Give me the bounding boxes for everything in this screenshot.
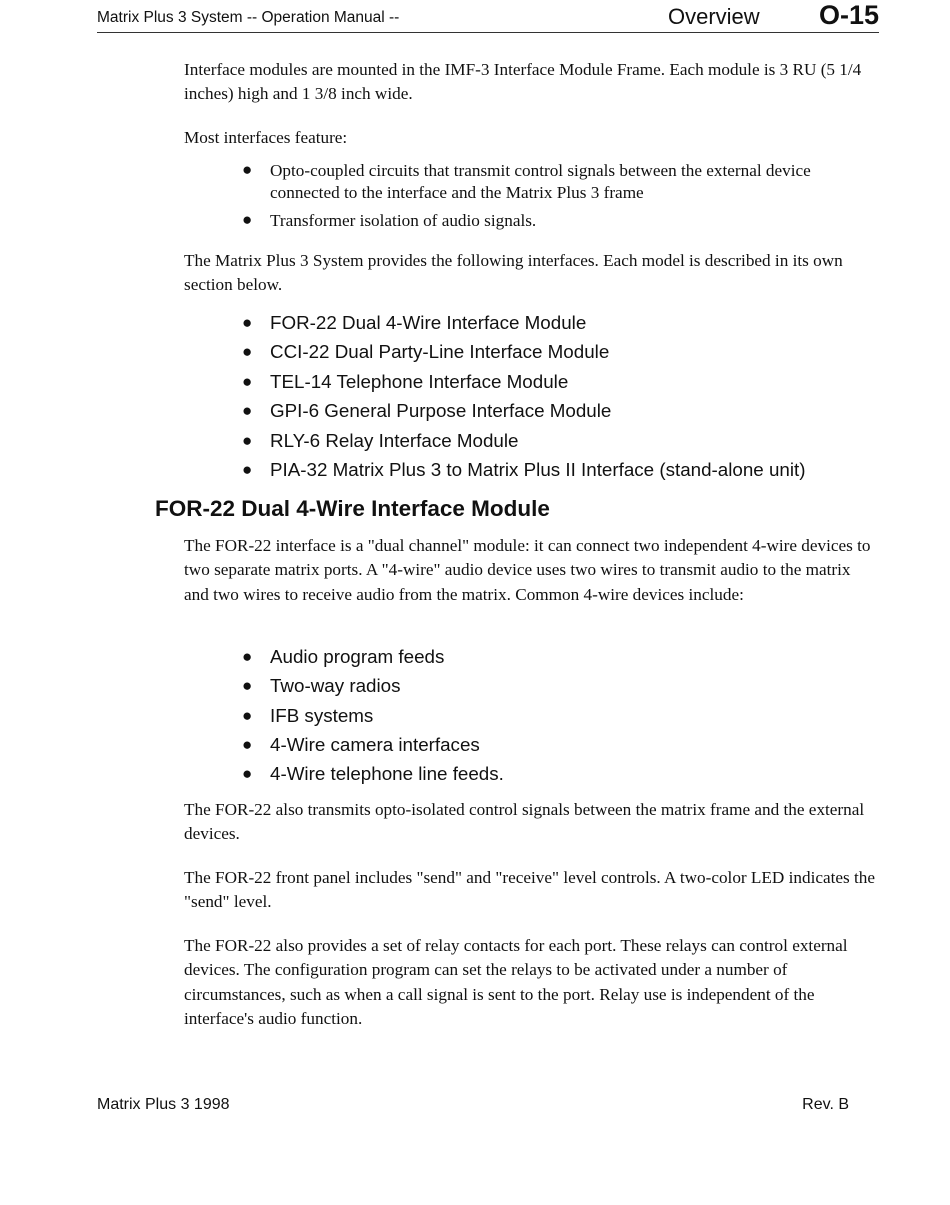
bullet-icon: ● bbox=[242, 372, 253, 391]
header-section-title: Overview bbox=[668, 4, 760, 29]
intro-paragraph-3: The Matrix Plus 3 System provides the following interfaces. Each model is described in its own section below. bbox=[184, 251, 843, 295]
list-item-text: Opto-coupled circuits that transmit control signals between the external device connected to the interface and the Matrix Plus 3 frame bbox=[270, 161, 811, 202]
intro-paragraph-1: Interface modules are mounted in the IMF-3 Interface Module Frame. Each module is 3 RU (5 1/4 inches) high and 1 3/8 inch wide. bbox=[184, 60, 862, 104]
bullet-icon: ● bbox=[242, 676, 253, 695]
list-item-text: RLY-6 Relay Interface Module bbox=[270, 430, 519, 451]
bullet-icon: ● bbox=[242, 160, 253, 179]
list-item-text: TEL-14 Telephone Interface Module bbox=[270, 371, 569, 392]
list-item-text: Transformer isolation of audio signals. bbox=[270, 211, 537, 230]
list-item-text: IFB systems bbox=[270, 705, 374, 726]
footer-left: Matrix Plus 3 1998 bbox=[97, 1096, 230, 1113]
for22-paragraph-2: The FOR-22 also transmits opto-isolated control signals between the matrix frame and the external devices. bbox=[184, 800, 865, 844]
list-item-text: PIA-32 Matrix Plus 3 to Matrix Plus II Interface (stand-alone unit) bbox=[270, 459, 806, 480]
intro-paragraph-2: Most interfaces feature: bbox=[184, 128, 348, 147]
bullet-icon: ● bbox=[242, 706, 253, 725]
header-page-number: O-15 bbox=[818, 0, 879, 30]
bullet-icon: ● bbox=[242, 210, 253, 229]
list-item-text: 4-Wire telephone line feeds. bbox=[270, 763, 504, 784]
list-item-text: Audio program feeds bbox=[270, 646, 445, 667]
header-manual-title: Matrix Plus 3 System -- Operation Manual -- bbox=[97, 9, 400, 26]
bullet-icon: ● bbox=[242, 647, 253, 666]
list-item-text: Two-way radios bbox=[270, 675, 401, 696]
list-item-text: CCI-22 Dual Party-Line Interface Module bbox=[270, 341, 610, 362]
bullet-icon: ● bbox=[242, 460, 253, 479]
bullet-icon: ● bbox=[242, 342, 253, 361]
for22-paragraph-4: The FOR-22 also provides a set of relay contacts for each port. These relays can control external devices. The configuration program can set the relays to be activated under a number of circumstances, such as when a call signal is sent to the port. Relay use is independent of the interface's audio function. bbox=[184, 936, 848, 1028]
bullet-icon: ● bbox=[242, 431, 253, 450]
bullet-icon: ● bbox=[242, 735, 253, 754]
bullet-icon: ● bbox=[242, 401, 253, 420]
footer-revision: Rev. B bbox=[802, 1096, 849, 1113]
for22-paragraph-1: The FOR-22 interface is a "dual channel" module: it can connect two independent 4-wire devices to two separate matrix ports. A "4-wire" audio device uses two wires to transmit audio to the matrix and two wires to receive audio from the matrix. Common 4-wire devices include: bbox=[184, 536, 871, 604]
list-item-text: FOR-22 Dual 4-Wire Interface Module bbox=[270, 312, 587, 333]
list-item-text: 4-Wire camera interfaces bbox=[270, 734, 480, 755]
bullet-icon: ● bbox=[242, 764, 253, 783]
section-heading: FOR-22 Dual 4-Wire Interface Module bbox=[155, 496, 550, 521]
page-header bbox=[97, 0, 879, 33]
bullet-icon: ● bbox=[242, 313, 253, 332]
for22-paragraph-3: The FOR-22 front panel includes "send" and "receive" level controls. A two-color LED indicates the "send" level. bbox=[184, 868, 876, 912]
list-item-text: GPI-6 General Purpose Interface Module bbox=[270, 400, 612, 421]
